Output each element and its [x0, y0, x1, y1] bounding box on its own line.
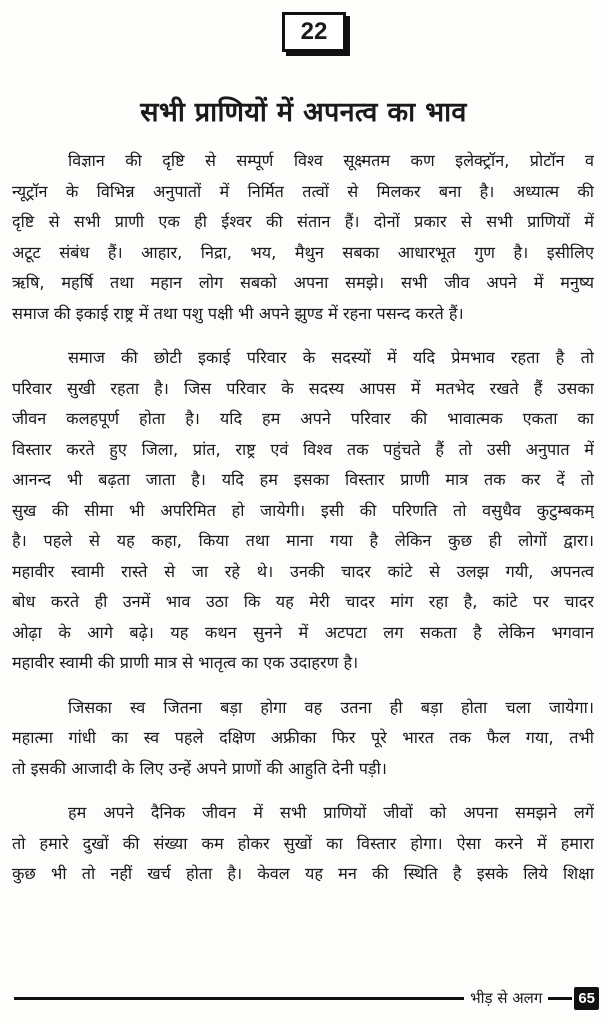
- page-footer: [14, 983, 599, 1013]
- text-line: अटूट संबंध हैं। आहार, निद्रा, भय, मैथुन सबका आधारभूत गुण है। इसीलिए: [12, 242, 594, 262]
- text-line: ओढ़ा के आगे बढ़े। यह कथन सुनने में अटपटा लग सकता है लेकिन भगवान: [12, 622, 594, 642]
- paragraph-4: [12, 798, 594, 890]
- text-line: समाज की छोटी इकाई परिवार के सदस्यों में यदि प्रेमभाव रहता है तो: [68, 348, 594, 367]
- body-text: [12, 146, 594, 904]
- text-line: महावीर स्वामी रास्ते से जा रहे थे। उनकी चादर कांटे से उलझ गयी, अपनत्व: [12, 561, 594, 581]
- text-line: दृष्टि से सभी प्राणी एक ही ईश्वर की संतान हैं। दोनों प्रकार से सभी प्राणियों में: [12, 212, 594, 231]
- text-line: तो इसकी आजादी के लिए उन्हें अपने प्राणों की आहुति देनी पड़ी।: [12, 758, 387, 778]
- footer-rule: [14, 997, 464, 1000]
- paragraph-1: [12, 146, 594, 329]
- page-number: 65: [574, 987, 599, 1010]
- text-line: महावीर स्वामी की प्राणी मात्र से भातृत्व का एक उदाहरण है।: [12, 653, 359, 672]
- footer-dash: [548, 997, 572, 1000]
- text-line: महात्मा गांधी का स्व पहले दक्षिण अफ्रीका फिर पूरे भारत तक फैल गया, तभी: [12, 728, 594, 747]
- text-line: हम अपने दैनिक जीवन में सभी प्राणियों जीवों को अपना समझने लगें: [68, 803, 594, 822]
- text-line: न्यूट्रॉन के विभिन्न अनुपातों में निर्मित तत्वों से मिलकर बना है। अध्यात्म की: [12, 181, 594, 201]
- text-line: परिवार सुखी रहता है। जिस परिवार के सदस्य आपस में मतभेद रखते हैं उसका: [12, 378, 594, 398]
- text-line: विज्ञान की दृष्टि से सम्पूर्ण विश्व सूक्ष्मतम कण इलेक्ट्रॉन, प्रोटॉन व: [68, 151, 594, 170]
- text-line: तो हमारे दुखों की संख्या कम होकर सुखों का विस्तार होगा। ऐसा करने में हमारा: [12, 833, 594, 853]
- text-line: बोध करते ही उनमें भाव उठा कि यह मेरी चादर मांग रहा है, कांटे पर चादर: [12, 592, 594, 611]
- text-line: विस्तार करते हुए जिला, प्रांत, राष्ट्र एवं विश्व तक पहुंचते हैं तो उसी अनुपात में: [12, 439, 594, 459]
- chapter-title: सभी प्राणियों में अपनत्व का भाव: [140, 97, 467, 129]
- text-line: कुछ भी तो नहीं खर्च होता है। केवल यह मन की स्थिति है इसके लिये शिक्षा: [12, 864, 594, 883]
- footer-book-title: भीड़ से अलग: [470, 989, 543, 1007]
- chapter-number: 22: [282, 12, 346, 52]
- text-line: जीवन कलहपूर्ण होता है। यदि हम अपने परिवार की भावात्मक एकता का: [12, 409, 594, 428]
- text-line: समाज की इकाई राष्ट्र में तथा पशु पक्षी भी अपने झुण्ड में रहना पसन्द करते हैं।: [12, 303, 464, 323]
- text-line: सुख की सीमा भी अपरिमित हो जायेगी। इसी की परिणति तो वसुधैव कुटुम्बकम्: [12, 500, 594, 520]
- text-line: आनन्द भी बढ़ता जाता है। यदि हम इसका विस्तार प्राणी मात्र तक कर दें तो: [12, 470, 594, 489]
- paragraph-3: [12, 693, 594, 785]
- text-line: ऋषि, महर्षि तथा महान लोग सबको अपना समझे। सभी जीव अपने में मनुष्य: [12, 273, 594, 292]
- paragraph-2: [12, 343, 594, 679]
- text-line: है। पहले से यह कहा, किया तथा माना गया है लेकिन कुछ ही लोगों द्वारा।: [12, 531, 594, 550]
- text-line: जिसका स्व जितना बड़ा होगा वह उतना ही बड़ा होता चला जायेगा।: [68, 697, 594, 717]
